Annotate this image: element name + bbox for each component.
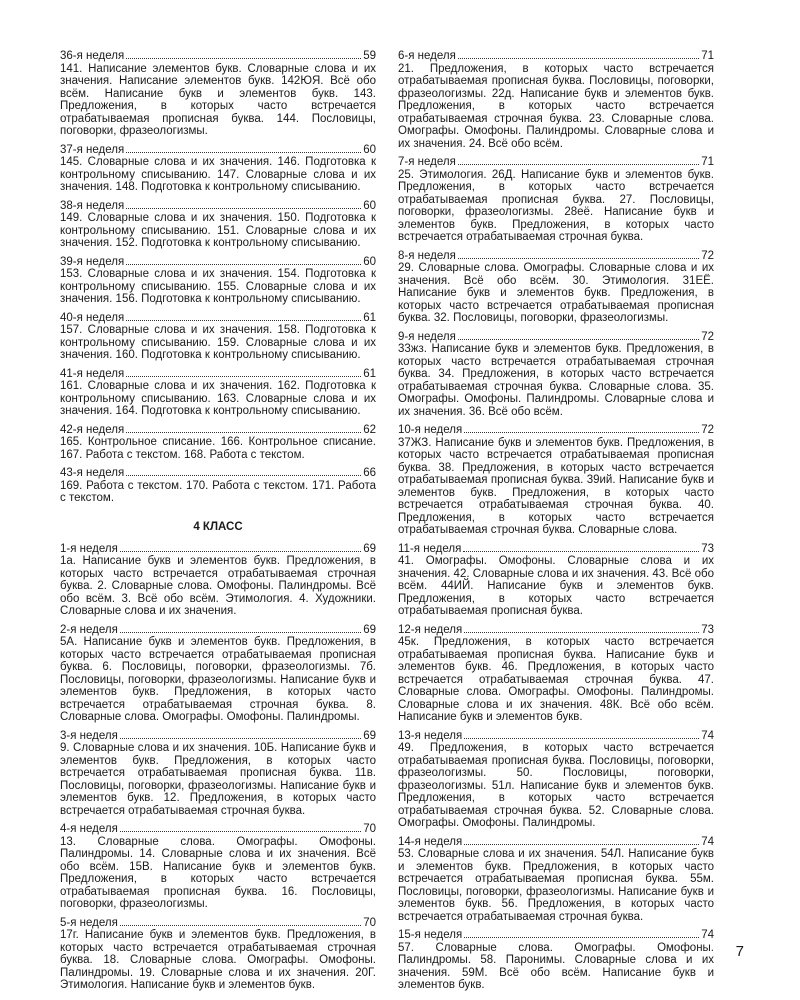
dot-leader — [463, 550, 699, 552]
week-topics: 21. Предложения, в которых часто встречается отрабатываемая прописная буква. Пословицы, поговорки, фразеологизмы. 22д. Написание букв и элементов букв. Предложения, в которых часто встречается отрабатываемая строчная буква. 23. Словарные слова. Омографы. Омофоны. Палиндромы. Словарные слова и их значения. 24. Всё обо всём. — [398, 62, 714, 150]
week-topics: 141. Написание элементов букв. Словарные слова и их значения. Написание элементов букв. 142ЮЯ. Всё обо всём. Написание букв и элементов букв. 143. Предложения, в которых часто встречается отрабатываемая прописная буква. 144. Пословицы, поговорки, фразеологизмы. — [60, 62, 376, 137]
left-column — [60, 50, 376, 998]
week-line — [398, 624, 714, 637]
week-page-number: 60 — [363, 143, 376, 156]
week-title: 37-я неделя — [60, 143, 125, 156]
dot-leader — [464, 631, 699, 633]
dot-leader — [126, 319, 361, 321]
week-topics: 153. Словарные слова и их значения. 154. Подготовка к контрольному списыванию. 155. Словарные слова и их значения. 156. Подготовка к контрольному списыванию. — [60, 268, 376, 305]
week-line — [398, 156, 714, 169]
grade-heading: 4 КЛАСС — [193, 520, 243, 533]
week-title: 7-я неделя — [398, 156, 456, 168]
dot-leader — [464, 737, 699, 739]
week-page-number: 61 — [363, 367, 376, 380]
week-topics: 5А. Написание букв и элементов букв. Предложения, в которых часто встречается отрабатываемая прописная буква. 6. Пословицы, поговорки, фразеологизмы. 7б. Пословицы, поговорки, фразеологизмы. Написание букв и элементов букв. Предложения, в которых часто встречается отрабатываемая строчная буква. 8. Словарные слова. Омографы. Омофоны. Палиндромы. — [60, 636, 376, 723]
week-topics: 1а. Написание букв и элементов букв. Предложения, в которых часто встречается отрабатываемая строчная буква. 2. Словарные слова. Омофоны. Палиндромы. Всё обо всём. 3. Всё обо всём. Этимология. 4. Художники. Словарные слова и их значения. — [60, 555, 376, 617]
week-page-number: 71 — [701, 156, 714, 168]
week-line — [398, 836, 714, 849]
toc-entry — [398, 250, 714, 325]
week-topics: 145. Словарные слова и их значения. 146. Подготовка к контрольному списыванию. 147. Словарные слова и их значения. 148. Подготовка к контрольному списыванию. — [60, 156, 376, 193]
right-column — [398, 50, 714, 998]
week-line — [60, 467, 376, 480]
week-title: 38-я неделя — [60, 199, 125, 212]
dot-leader — [120, 924, 361, 926]
toc-entry — [60, 917, 376, 992]
week-page-number: 72 — [701, 249, 714, 262]
week-title: 2-я неделя — [60, 623, 118, 636]
week-line — [398, 50, 714, 63]
week-title: 11-я неделя — [398, 542, 462, 555]
dot-leader — [120, 550, 361, 552]
dot-leader — [464, 936, 699, 938]
toc-entry — [60, 200, 376, 250]
dot-leader — [126, 375, 361, 377]
week-title: 8-я неделя — [398, 249, 456, 262]
dot-leader — [464, 431, 699, 433]
toc-entry — [398, 836, 714, 924]
week-page-number: 60 — [363, 255, 376, 268]
week-title: 40-я неделя — [60, 311, 125, 324]
week-line — [60, 50, 376, 63]
week-page-number: 74 — [701, 729, 714, 742]
dot-leader — [458, 257, 699, 259]
week-line — [398, 424, 714, 437]
week-title: 42-я неделя — [60, 423, 125, 436]
toc-entry — [60, 312, 376, 362]
week-title: 5-я неделя — [60, 916, 118, 929]
toc-entry — [398, 624, 714, 724]
dot-leader — [126, 474, 361, 476]
week-page-number: 61 — [363, 311, 376, 324]
week-title: 9-я неделя — [398, 330, 456, 343]
week-topics: 41. Омографы. Омофоны. Словарные слова и их значения. 42. Словарные слова и их значения. 43. Всё обо всём. 44ИЙ. Написание букв и элементов букв. Предложения, в которых часто встречается отрабатываемая прописная буква. — [398, 555, 714, 617]
week-title: 4-я неделя — [60, 823, 118, 835]
week-topics: 165. Контрольное списание. 166. Контрольное списание. 167. Работа с текстом. 168. Работа с текстом. — [60, 436, 376, 461]
week-page-number: 66 — [363, 467, 376, 479]
week-page-number: 70 — [363, 823, 376, 835]
toc-entry — [60, 50, 376, 138]
toc-entry — [60, 256, 376, 306]
dot-leader — [120, 737, 361, 739]
toc-entry — [60, 543, 376, 618]
toc-entry — [398, 331, 714, 419]
week-page-number: 70 — [363, 916, 376, 929]
week-title: 43-я неделя — [60, 467, 125, 479]
week-title: 13-я неделя — [398, 729, 463, 742]
week-line — [60, 200, 376, 213]
week-page-number: 62 — [363, 423, 376, 436]
toc-entry — [398, 730, 714, 830]
week-page-number: 69 — [363, 623, 376, 636]
week-page-number: 73 — [701, 542, 714, 555]
week-topics: 33жз. Написание букв и элементов букв. Предложения, в которых часто встречается отрабатываемая строчная буква. 34. Предложения, в которых часто встречается отрабатываемая строчная буква. Словарные слова. 35. Омографы. Омофоны. Палиндромы. Словарные слова и их значения. 36. Всё обо всём. — [398, 343, 714, 418]
week-line — [398, 730, 714, 743]
week-topics: 29. Словарные слова. Омографы. Словарные слова и их значения. Всё обо всём. 30. Этимология. 31ЕЁ. Написание букв и элементов букв. Предложения, в которых часто встречается отрабатываемая прописная буква. 32. Пословицы, поговорки, фразеологизмы. — [398, 262, 714, 324]
week-line — [60, 368, 376, 381]
week-page-number: 69 — [363, 542, 376, 555]
dot-leader — [458, 163, 699, 165]
week-title: 1-я неделя — [60, 542, 118, 555]
week-line — [398, 543, 714, 556]
week-line — [60, 424, 376, 437]
week-topics: 161. Словарные слова и их значения. 162. Подготовка к контрольному списыванию. 163. Словарные слова и их значения. 164. Подготовка к контрольному списыванию. — [60, 380, 376, 417]
week-title: 41-я неделя — [60, 367, 125, 380]
week-topics: 57. Словарные слова. Омографы. Омофоны. Палиндромы. 58. Паронимы. Словарные слова и их значения. 59М. Всё обо всём. Написание букв и элементов букв. — [398, 941, 714, 991]
week-title: 12-я неделя — [398, 623, 463, 636]
week-topics: 149. Словарные слова и их значения. 150. Подготовка к контрольному списыванию. 151. Словарные слова и их значения. 152. Подготовка к контрольному списыванию. — [60, 212, 376, 249]
toc-entry — [398, 50, 714, 150]
week-line — [60, 624, 376, 637]
toc-entry — [60, 823, 376, 911]
week-line — [60, 917, 376, 930]
week-page-number: 74 — [701, 835, 714, 848]
dot-leader — [458, 338, 699, 340]
week-line — [60, 144, 376, 157]
week-title: 3-я неделя — [60, 729, 118, 742]
toc-entry — [398, 424, 714, 537]
dot-leader — [126, 151, 361, 153]
week-line — [60, 312, 376, 325]
week-topics: 25. Этимология. 26Д. Написание букв и элементов букв. Предложения, в которых часто встречается отрабатываемая прописная буква. 27. Пословицы, поговорки, фразеологизмы. 28её. Написание букв и элементов букв. Предложения, в которых часто встречается отрабатываемая строчная буква. — [398, 168, 714, 243]
week-topics: 45к. Предложения, в которых часто встречается отрабатываемая прописная буква. Написание букв и элементов букв. 46. Предложения, в которых часто встречается отрабатываемая строчная буква. 47. Словарные слова. Омографы. Омофоны. Палиндромы. Словарные слова и их значения. 48К. Всё обо всём. Написание букв и элементов букв. — [398, 636, 714, 723]
week-title: 10-я неделя — [398, 424, 463, 436]
dot-leader — [126, 431, 361, 433]
week-topics: 49. Предложения, в которых часто встречается отрабатываемая прописная буква. Пословицы, поговорки, фразеологизмы. 50. Пословицы, поговорки, фразеологизмы. 51л. Написание букв и элементов букв. Предложения, в которых часто встречается отрабатываемая строчная буква. 52. Словарные слова. Омографы. Омофоны. Палиндромы. — [398, 742, 714, 829]
dot-leader — [464, 843, 699, 845]
week-page-number: 71 — [701, 50, 714, 62]
toc-entry — [60, 467, 376, 505]
week-title: 39-я неделя — [60, 255, 125, 268]
toc-entry — [398, 156, 714, 244]
week-title: 14-я неделя — [398, 835, 463, 848]
grade-4-entries — [60, 543, 376, 992]
week-title: 15-я неделя — [398, 929, 463, 941]
dot-leader — [126, 207, 361, 209]
week-topics: 157. Словарные слова и их значения. 158. Подготовка к контрольному списыванию. 159. Словарные слова и их значения. 160. Подготовка к контрольному списыванию. — [60, 324, 376, 361]
week-title: 36-я неделя — [60, 50, 125, 62]
dot-leader — [126, 263, 361, 265]
week-line — [60, 256, 376, 269]
page-number: 7 — [735, 943, 744, 960]
dot-leader — [120, 830, 361, 832]
toc-entry — [60, 730, 376, 818]
week-line — [60, 543, 376, 556]
week-line — [60, 823, 376, 836]
toc-entry — [398, 929, 714, 992]
week-topics: 17г. Написание букв и элементов букв. Предложения, в которых часто встречается отрабатываемая строчная буква. 18. Словарные слова. Омографы. Омофоны. Палиндромы. 19. Словарные слова и их значения. 20Г. Этимология. Написание букв и элементов букв. — [60, 929, 376, 991]
week-topics: 37ЖЗ. Написание букв и элементов букв. Предложения, в которых часто встречается отрабатываемая прописная буква. 38. Предложения, в которых часто встречается отрабатываемая прописная буква. 39ий. Написание букв и элементов букв. Предложения, в которых часто встречается отрабатываемая строчная буква. 40. Предложения, в которых часто встречается отрабатываемая строчная буква. Словарные слова. — [398, 436, 714, 536]
toc-entry — [60, 368, 376, 418]
week-page-number: 69 — [363, 729, 376, 742]
week-topics: 169. Работа с текстом. 170. Работа с текстом. 171. Работа с текстом. — [60, 479, 376, 504]
dot-leader — [458, 57, 699, 59]
week-topics: 53. Словарные слова и их значения. 54Л. Написание букв и элементов букв. Предложения, в которых часто встречается отрабатываемая прописная буква. 55м. Пословицы, поговорки, фразеологизмы. Написание букв и элементов букв. 56. Предложения, в которых часто встречается отрабатываемая строчная буква. — [398, 848, 714, 923]
week-page-number: 72 — [701, 424, 714, 436]
toc-entry — [60, 424, 376, 462]
week-page-number: 73 — [701, 623, 714, 636]
dot-leader — [120, 631, 361, 633]
week-page-number: 72 — [701, 330, 714, 343]
week-page-number: 60 — [363, 199, 376, 212]
dot-leader — [126, 57, 361, 59]
toc-entry — [60, 624, 376, 724]
toc-entry — [60, 144, 376, 194]
week-line — [60, 730, 376, 743]
toc-entry — [398, 543, 714, 618]
grade-4-entries-continued — [398, 50, 714, 992]
week-topics: 13. Словарные слова. Омографы. Омофоны. Палиндромы. 14. Словарные слова и их значения. Всё обо всём. 15В. Написание букв и элементов букв. Предложения, в которых часто встречается отрабатываемая прописная буква. 16. Пословицы, поговорки, фразеологизмы. — [60, 835, 376, 910]
week-page-number: 59 — [363, 50, 376, 62]
week-line — [398, 929, 714, 942]
week-line — [398, 331, 714, 344]
week-line — [398, 250, 714, 263]
week-topics: 9. Словарные слова и их значения. 10Б. Написание букв и элементов букв. Предложения, в которых часто встречается отрабатываемая прописная буква. 11в. Пословицы, поговорки, фразеологизмы. Написание букв и элементов букв. 12. Предложения, в которых часто встречается отрабатываемая строчная буква. — [60, 742, 376, 817]
grade-3-entries — [60, 50, 376, 505]
week-title: 6-я неделя — [398, 50, 456, 62]
week-page-number: 74 — [701, 929, 714, 941]
